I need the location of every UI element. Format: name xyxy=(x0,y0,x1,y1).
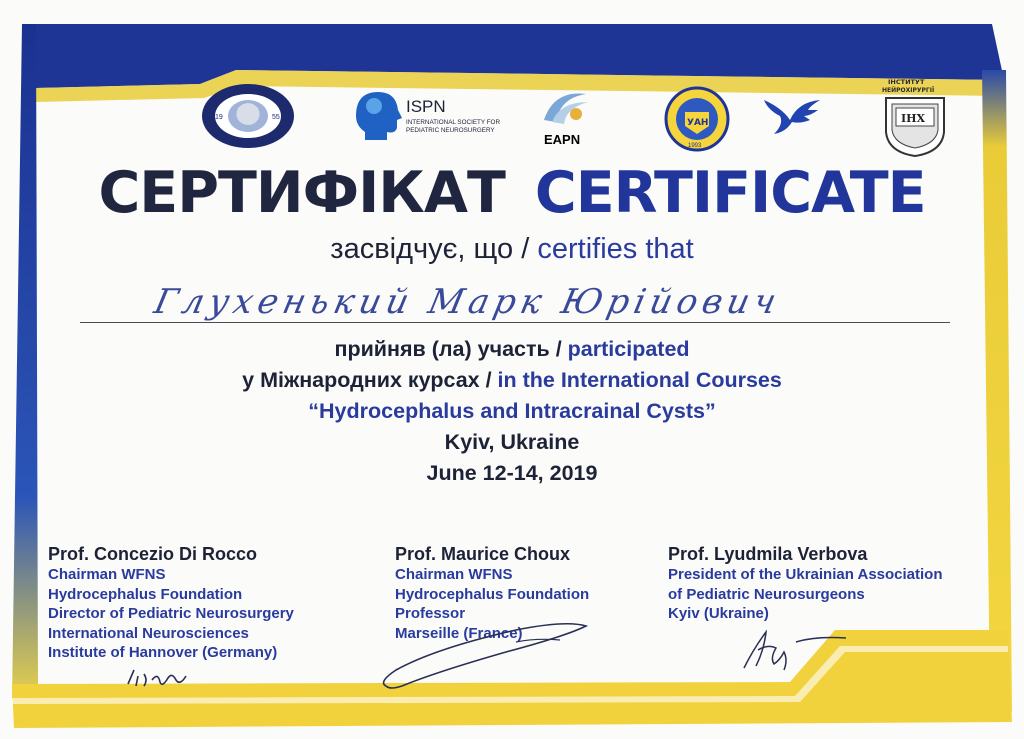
course-location: Kyiv, Ukraine xyxy=(444,430,580,454)
svg-text:19: 19 xyxy=(215,114,223,121)
hand-dove-icon xyxy=(762,92,828,138)
svg-text:PEDIATRIC NEUROSURGERY: PEDIATRIC NEUROSURGERY xyxy=(406,127,495,134)
hand-logo xyxy=(762,92,828,138)
signatory-role: President of the Ukrainian Association xyxy=(668,566,943,583)
subtitle-ukrainian: засвідчує, що / xyxy=(330,233,538,265)
signatory-di-rocco xyxy=(48,543,294,663)
signatory-role: Marseille (France) xyxy=(395,624,523,642)
eapn-logo-icon xyxy=(544,94,588,124)
signatory-role: Kyiv (Ukraine) xyxy=(668,605,769,622)
participated-ukrainian: прийняв (ла) участь / xyxy=(334,337,568,361)
signature-verbova xyxy=(736,620,856,676)
recipient-name-handwritten: Глухенький Марк Юрійович xyxy=(150,282,785,322)
signatory-role: International Neurosciences xyxy=(48,624,249,642)
signature-choux xyxy=(376,620,596,692)
institute-logo xyxy=(880,76,950,158)
title-english: CERTIFICATE xyxy=(534,160,926,226)
signatory-name: Prof. Maurice Choux xyxy=(395,544,571,564)
signatory-role: Hydrocephalus Foundation xyxy=(395,585,590,603)
courses-english: in the International Courses xyxy=(497,368,782,392)
courses-line xyxy=(0,366,1024,394)
certificate-title xyxy=(0,158,1024,228)
signatory-verbova xyxy=(668,543,943,624)
uan-logo xyxy=(664,86,730,152)
certifies-that xyxy=(0,231,1024,267)
title-ukrainian: СЕРТИФІКАТ xyxy=(98,160,505,226)
svg-text:INTERNATIONAL SOCIETY FOR: INTERNATIONAL SOCIETY FOR xyxy=(406,119,500,126)
signatory-role: Chairman WFNS xyxy=(395,566,513,583)
wfns-seal-icon xyxy=(200,82,296,150)
signatory-name: Prof. Concezio Di Rocco xyxy=(48,544,258,564)
participated-line xyxy=(0,335,1024,363)
subtitle-english: certifies that xyxy=(537,233,694,265)
signatory-role: Chairman WFNS xyxy=(48,566,166,583)
institute-shield-icon xyxy=(886,98,944,156)
ispn-head-icon xyxy=(356,92,402,140)
courses-ukrainian: у Міжнародних курсах / xyxy=(242,368,498,392)
svg-text:УАН: УАН xyxy=(687,118,709,128)
eapn-logo xyxy=(536,86,600,148)
signatory-role: Director of Pediatric Neurosurgery xyxy=(48,605,294,622)
svg-text:ISPN: ISPN xyxy=(406,97,446,116)
recipient-name-line xyxy=(80,322,950,323)
svg-text:1993: 1993 xyxy=(688,143,702,149)
course-dates: June 12-14, 2019 xyxy=(426,461,598,485)
signatory-role: Hydrocephalus Foundation xyxy=(48,585,243,603)
signatory-role: Institute of Hannover (Germany) xyxy=(48,644,278,661)
svg-text:ІНСТИТУТ: ІНСТИТУТ xyxy=(888,78,925,86)
signatory-name: Prof. Lyudmila Verbova xyxy=(668,544,868,564)
svg-text:55: 55 xyxy=(272,114,280,121)
participated-english: participated xyxy=(567,337,690,361)
signatory-role: Professor xyxy=(395,605,466,622)
svg-text:ІНХ: ІНХ xyxy=(901,112,926,125)
wfns-logo xyxy=(200,82,296,150)
svg-text:EAPN: EAPN xyxy=(544,132,581,147)
svg-text:НЕЙРОХІРУРГІЇ: НЕЙРОХІРУРГІЇ xyxy=(882,87,935,94)
course-title: “Hydrocephalus and Intracrainal Cysts” xyxy=(308,399,716,423)
signatory-role: of Pediatric Neurosurgeons xyxy=(668,585,865,603)
signature-di-rocco xyxy=(124,666,214,690)
ispn-logo xyxy=(352,88,502,140)
